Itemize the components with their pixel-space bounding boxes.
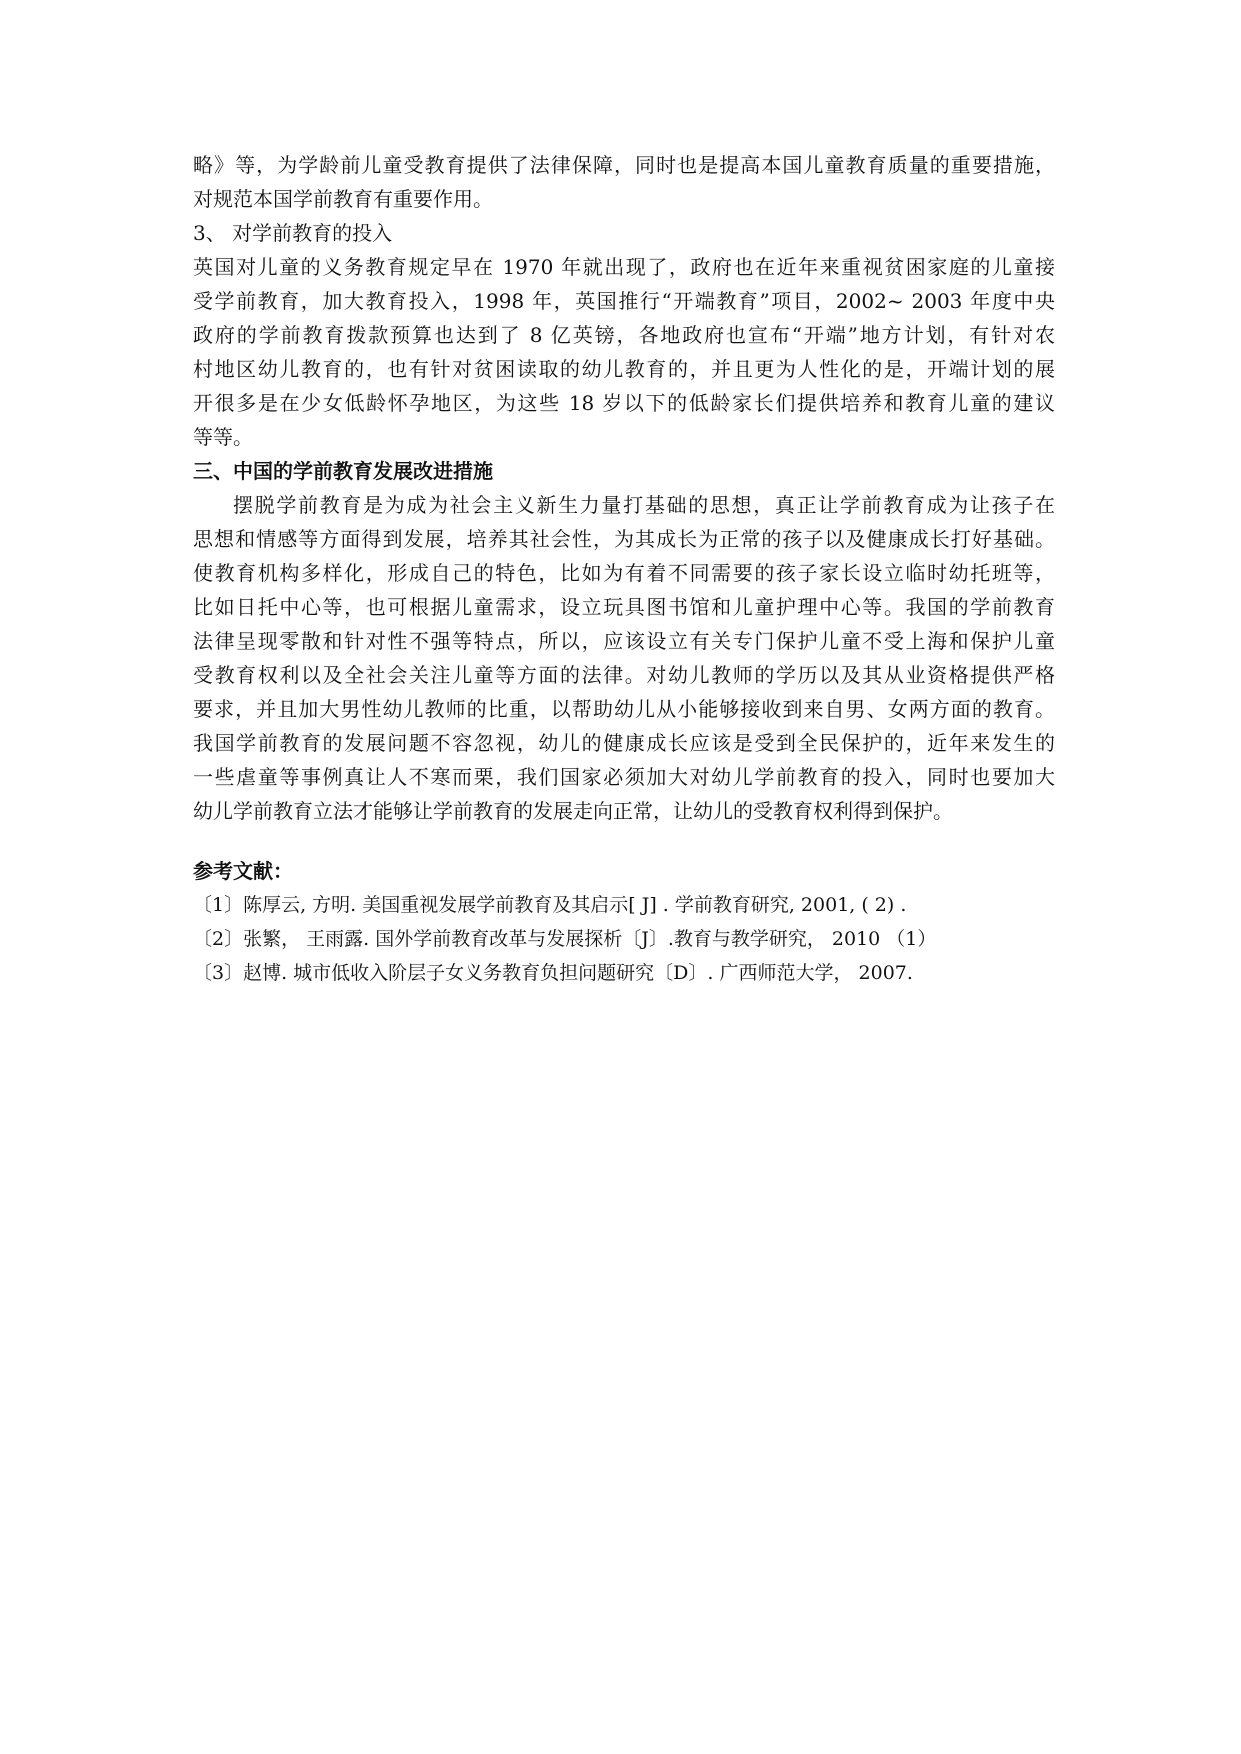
body-paragraph-line: 一些虐童等事例真让人不寒而栗，我们国家必须加大对幼儿学前教育的投入，同时也要加大	[193, 765, 1055, 789]
body-paragraph-line: 使教育机构多样化，形成自己的特色，比如为有着不同需要的孩子家长设立临时幼托班等，	[193, 561, 1055, 585]
body-paragraph-line: 思想和情感等方面得到发展，培养其社会性，为其成长为正常的孩子以及健康成长打好基础。	[193, 527, 1055, 551]
body-paragraph-line: 我国学前教育的发展问题不容忽视，幼儿的健康成长应该是受到全民保护的，近年来发生的	[193, 731, 1055, 755]
body-paragraph-line: 政府的学前教育拨款预算也达到了 8 亿英镑，各地政府也宣布“开端”地方计划，有针对农	[193, 323, 1055, 347]
chapter-heading: 三、中国的学前教育发展改进措施	[193, 459, 493, 483]
document-page	[193, 148, 1055, 990]
body-paragraph-line: 英国对儿童的义务教育规定早在 1970 年就出现了，政府也在近年来重视贫困家庭的儿童接	[193, 255, 1055, 279]
reference-item: 〔2〕张繁， 王雨露. 国外学前教育改革与发展探析〔J〕.教育与教学研究， 2010 （1）	[193, 928, 937, 950]
references-heading: 参考文献：	[193, 859, 293, 883]
body-paragraph-line: 摆脱学前教育是为成为社会主义新生力量打基础的思想，真正让学前教育成为让孩子在	[233, 493, 1055, 517]
body-paragraph-line: 法律呈现零散和针对性不强等特点，所以，应该设立有关专门保护儿童不受上海和保护儿童	[193, 629, 1055, 653]
body-paragraph-line: 受学前教育，加大教育投入，1998 年，英国推行“开端教育”项目，2002~ 2003 年度中央	[193, 289, 1055, 313]
spacer	[193, 828, 1055, 854]
body-paragraph-line: 开很多是在少女低龄怀孕地区，为这些 18 岁以下的低龄家长们提供培养和教育儿童的建议	[193, 391, 1055, 415]
body-paragraph-line: 幼儿学前教育立法才能够让学前教育的发展走向正常，让幼儿的受教育权利得到保护。	[193, 799, 953, 823]
reference-list	[193, 888, 1055, 990]
body-paragraph-line: 比如日托中心等，也可根据儿童需求，设立玩具图书馆和儿童护理中心等。我国的学前教育	[193, 595, 1055, 619]
reference-item: 〔3〕赵博. 城市低收入阶层子女义务教育负担问题研究〔D〕. 广西师范大学， 2007.	[193, 962, 913, 984]
body-paragraph-line: 要求，并且加大男性幼儿教师的比重，以帮助幼儿从小能够接收到来自男、女两方面的教育。	[193, 697, 1055, 721]
body-paragraph-line: 等等。	[193, 425, 253, 449]
body-paragraph-line: 村地区幼儿教育的，也有针对贫困读取的幼儿教育的，并且更为人性化的是，开端计划的展	[193, 357, 1055, 381]
body-paragraph-line: 略》等，为学龄前儿童受教育提供了法律保障，同时也是提高本国儿童教育质量的重要措施，	[193, 153, 1055, 177]
body-paragraph-line: 对规范本国学前教育有重要作用。	[193, 187, 493, 211]
section-title: 3、 对学前教育的投入	[193, 221, 393, 245]
reference-item: 〔1〕陈厚云, 方明. 美国重视发展学前教育及其启示[ J] . 学前教育研究, 2001, ( 2) .	[193, 894, 907, 916]
body-paragraph-line: 受教育权利以及全社会关注儿童等方面的法律。对幼儿教师的学历以及其从业资格提供严格	[193, 663, 1055, 687]
